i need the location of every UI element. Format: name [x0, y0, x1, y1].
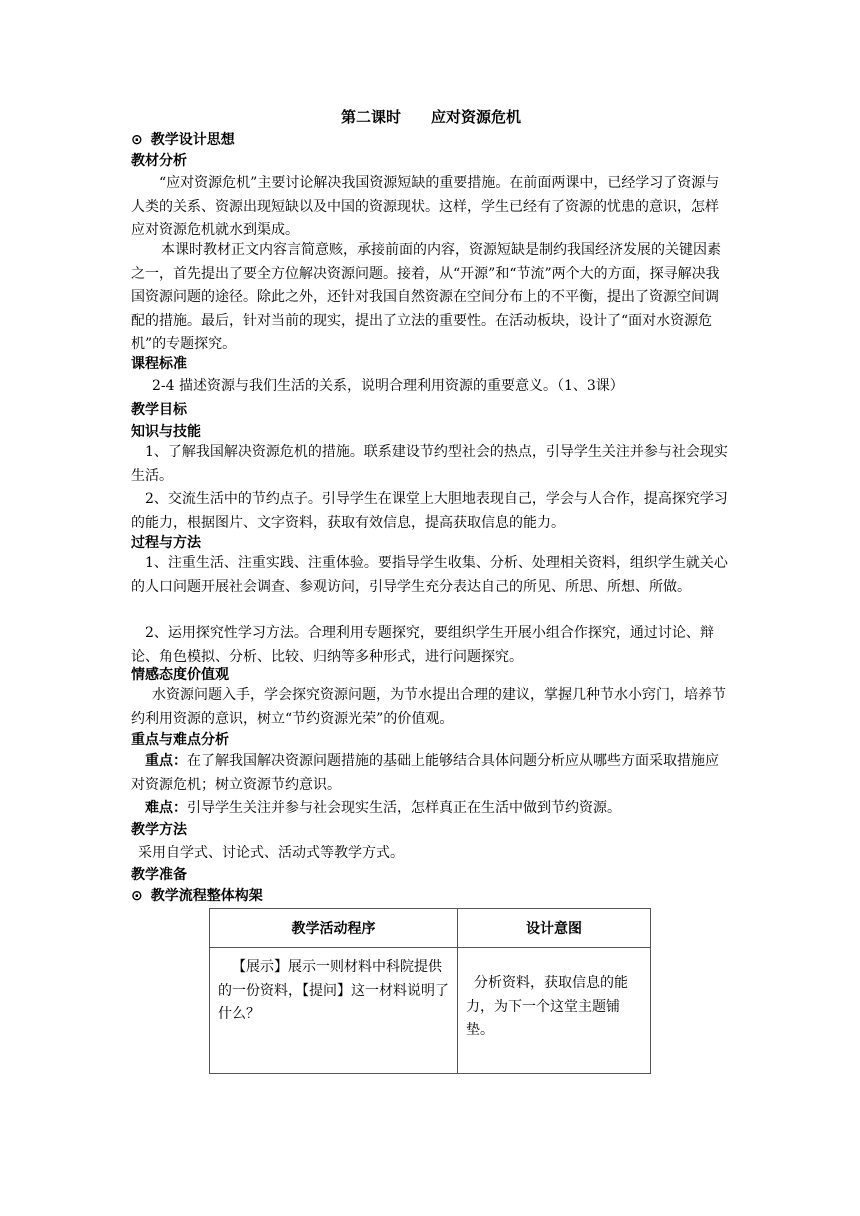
- table-row: [210, 948, 651, 1074]
- process-paragraph-2: 2、运用探究性学习方法。合理利用专题探究，要组织学生开展小组合作探究，通过讨论、辩论、角色模拟、分析、比较、归纳等多种形式，进行问题探究。: [131, 625, 714, 665]
- design-thought-heading: [131, 130, 235, 150]
- teaching-preparation-heading: 教学准备: [131, 867, 187, 883]
- table-header-row: [210, 909, 651, 948]
- key-points-heading: 重点与难点分析: [131, 732, 229, 748]
- emotion-values-heading: 情感态度价值观: [131, 667, 229, 683]
- knowledge-paragraph-1: 1、了解我国解决资源危机的措施。联系建设节约型社会的热点，引导学生关注并参与社会现实生活。: [131, 444, 728, 484]
- table-header-activity: 教学活动程序: [210, 909, 458, 948]
- table-header-intent: 设计意图: [458, 909, 651, 948]
- emotion-paragraph: 水资源问题入手，学会探究资源问题，为节水提出合理的建议，掌握几种节水小窍门，培养节约利用资源的意识，树立“节约资源光荣”的价值观。: [131, 687, 726, 727]
- difficult-point-label: 难点：: [145, 800, 187, 816]
- process-paragraph-1: 1、注重生活、注重实践、注重体验。要指导学生收集、分析、处理相关资料，组织学生就关心的人口问题开展社会调查、参观访问，引导学生充分表达自己的所见、所思、所想、所做。: [131, 555, 728, 595]
- material-analysis-paragraph-1: “应对资源危机”主要讨论解决我国资源短缺的重要措施。在前面两课中，已经学习了资源与人类的关系、资源出现短缺以及中国的资源现状。这样，学生已经有了资源的忧患的意识，怎样应对资源危机就水到渠成。: [131, 175, 720, 238]
- knowledge-paragraph-2: 2、交流生活中的节约点子。引导学生在课堂上大胆地表现自己，学会与人合作，提高探究学习的能力，根据图片、文字资料，获取有效信息，提高获取信息的能力。: [131, 491, 728, 531]
- circle-bullet-icon: ⊙: [131, 888, 143, 904]
- material-analysis-heading: 教材分析: [131, 153, 187, 169]
- difficult-point-paragraph: [131, 797, 731, 821]
- teaching-flow-table: [209, 908, 651, 1074]
- key-point-label: 重点：: [145, 753, 187, 769]
- difficult-point-text: 引导学生关注并参与社会现实生活，怎样真正在生活中做到节约资源。: [187, 800, 621, 816]
- knowledge-skills-heading: 知识与技能: [131, 424, 201, 440]
- material-analysis-paragraph-2: 本课时教材正文内容言简意赅，承接前面的内容，资源短缺是制约我国经济发展的关键因素之一，首先提出了要全方位解决资源问题。接着，从“开源”和“节流”两个大的方面，探寻解决我国资源问题的途径。除此之外，还针对我国自然资源在空间分布上的不平衡，提出了资源空间调配的措施。最后，针对当前的现实，提出了立法的重要性。在活动板块，设计了“面对水资源危机”的专题探究。: [131, 242, 721, 352]
- teaching-method-paragraph: 采用自学式、讨论式、活动式等教学方式。: [138, 845, 404, 861]
- activity-cell: 【展示】展示一则材料中科院提供的一份资料，【提问】这一材料说明了什么？: [210, 948, 458, 1074]
- curriculum-standard-heading: 课程标准: [131, 356, 187, 372]
- curriculum-standard-paragraph: 2-4 描述资源与我们生活的关系，说明合理利用资源的重要意义。（1、3课）: [152, 378, 624, 394]
- design-thought-label: 教学设计思想: [150, 132, 235, 148]
- objectives-heading: 教学目标: [131, 402, 187, 418]
- key-point-paragraph: [131, 750, 731, 797]
- process-method-heading: 过程与方法: [131, 535, 201, 551]
- intent-cell: 分析资料，获取信息的能力，为下一个这堂主题铺垫。: [458, 948, 651, 1074]
- page-title: 第二课时 应对资源危机: [340, 108, 521, 126]
- teaching-method-heading: 教学方法: [131, 822, 187, 838]
- circle-bullet-icon: ⊙: [131, 132, 143, 148]
- flow-framework-heading: [131, 886, 263, 906]
- key-point-text: 在了解我国解决资源问题措施的基础上能够结合具体问题分析应从哪些方面采取措施应对资源危机；树立资源节约意识。: [131, 753, 719, 793]
- flow-framework-label: 教学流程整体构架: [150, 888, 263, 904]
